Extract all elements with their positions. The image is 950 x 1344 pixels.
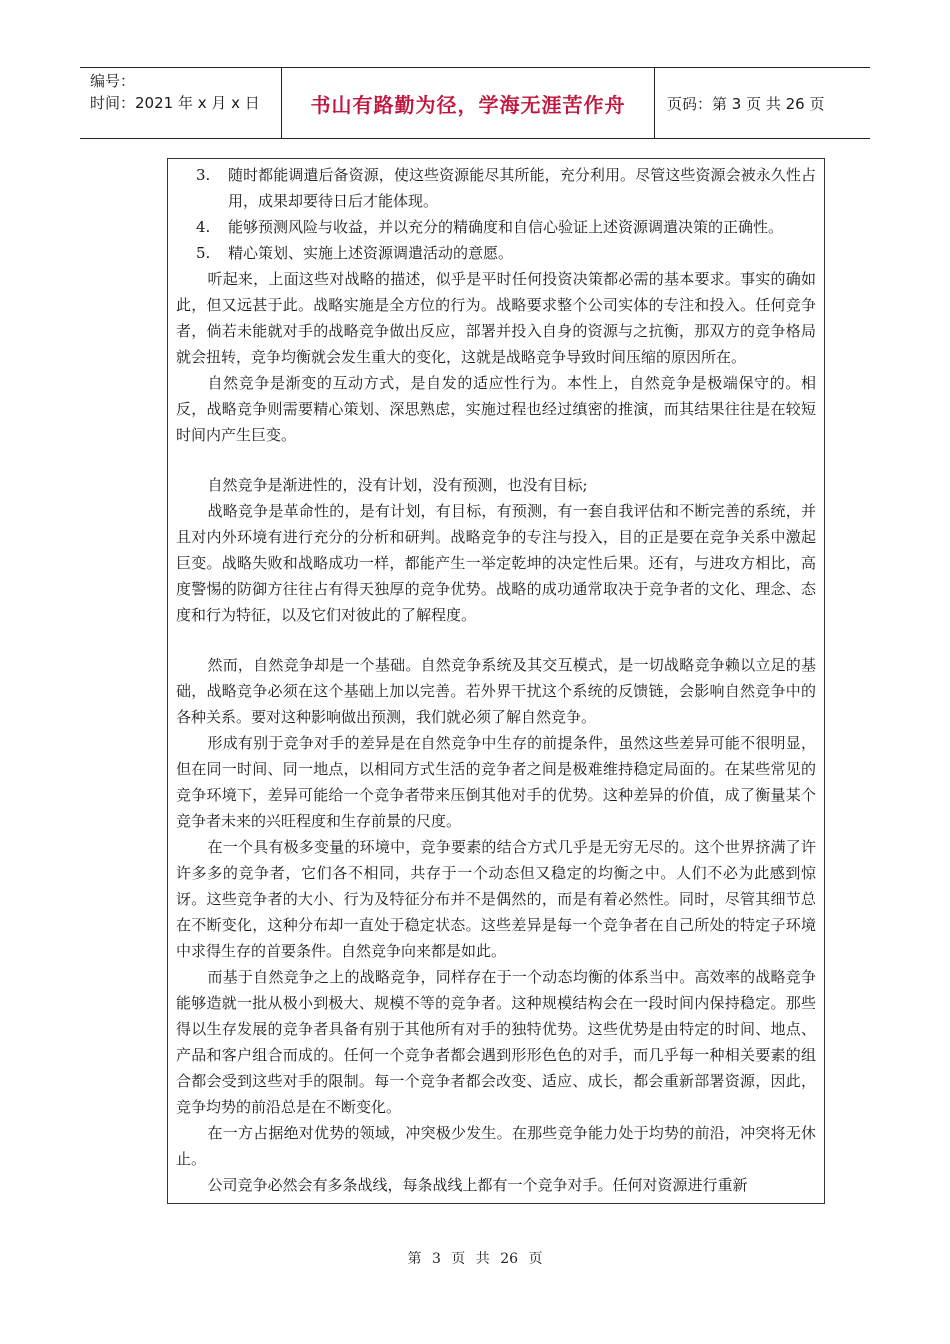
paragraph: 自然竞争是渐进性的，没有计划，没有预测，也没有目标; <box>207 476 588 494</box>
list-item <box>176 214 816 240</box>
list-number: 3. <box>196 166 211 184</box>
list-item <box>176 162 816 214</box>
paragraph: 然而，自然竞争却是一个基础。自然竞争系统及其交互模式，是一切战略竞争赖以立足的基础，战略竞争必须在这个基础上加以完善。若外界干扰这个系统的反馈链，会影响自然竞争中的各种关系。要对这种影响做出预测，我们就必须了解自然竞争。 <box>176 656 816 726</box>
paragraph: 听起来，上面这些对战略的描述，似乎是平时任何投资决策都必需的基本要求。事实的确如此，但又远甚于此。战略实施是全方位的行为。战略要求整个公司实体的专注和投入。任何竞争者，倘若未能就对手的战略竞争做出反应，部署并投入自身的资源与之抗衡，那双方的竞争格局就会扭转，竞争均衡就会发生重大的变化，这就是战略竞争导致时间压缩的原因所在。 <box>176 270 816 366</box>
paragraph: 公司竞争必然会有多条战线，每条战线上都有一个竞争对手。任何对资源进行重新 <box>207 1176 748 1194</box>
header-page-cell <box>655 68 870 138</box>
list-text: 能够预测风险与收益，并以充分的精确度和自信心验证上述资源调遣决策的正确性。 <box>228 218 784 236</box>
paragraph: 自然竞争是渐变的互动方式，是自发的适应性行为。本性上，自然竞争是极端保守的。相反，战略竞争则需要精心策划、深思熟虑，实施过程也经过缜密的推演，而其结果往往是在较短时间内产生巨变。 <box>176 374 816 444</box>
list-number: 4. <box>196 218 211 236</box>
paragraph: 在一方占据绝对优势的领域，冲突极少发生。在那些竞争能力处于均势的前沿，冲突将无休止。 <box>176 1124 816 1168</box>
header-meta <box>80 68 282 138</box>
page-header <box>80 67 870 139</box>
paragraph: 在一个具有极多变量的环境中，竞争要素的结合方式几乎是无穷无尽的。这个世界挤满了许许多多的竞争者，它们各不相同，共存于一个动态但又稳定的均衡之中。人们不必为此感到惊讶。这些竞争者的大小、行为及特征分布并不是偶然的，而是有着必然性。同时，尽管其细节总在不断变化，这种分布却一直处于稳定状态。这些差异是每一个竞争者在自己所处的特定子环境中求得生存的首要条件。自然竞争向来都是如此。 <box>176 838 816 960</box>
time-label: 时间：2021 年 x 月 x 日 <box>90 94 260 112</box>
motto: 书山有路勤为径，学海无涯苦作舟 <box>310 92 626 117</box>
spacer <box>176 448 816 472</box>
page-label: 页码：第 3 页 共 26 页 <box>667 94 825 113</box>
spacer <box>176 628 816 652</box>
page-footer: 第 3 页 共 26 页 <box>407 1251 543 1267</box>
body-text <box>168 159 824 1198</box>
content-frame <box>167 158 825 1204</box>
paragraph: 战略竞争是革命性的，是有计划，有目标，有预测，有一套自我评估和不断完善的系统，并且对内外环境有进行充分的分析和研判。战略竞争的专注与投入，目的正是要在竞争关系中激起巨变。战略失败和战略成功一样，都能产生一举定乾坤的决定性后果。还有，与进攻方相比，高度警惕的防御方往往占有得天独厚的竞争优势。战略的成功通常取决于竞争者的文化、理念、态度和行为特征，以及它们对彼此的了解程度。 <box>176 502 816 624</box>
list-number: 5. <box>196 244 211 262</box>
paragraph: 形成有别于竞争对手的差异是在自然竞争中生存的前提条件，虽然这些差异可能不很明显，但在同一时间、同一地点，以相同方式生活的竞争者之间是极难维持稳定局面的。在某些常见的竞争环境下，差异可能给一个竞争者带来压倒其他对手的优势。这种差异的价值，成了衡量某个竞争者未来的兴旺程度和生存前景的尺度。 <box>176 734 816 830</box>
list-text: 随时都能调遣后备资源，使这些资源能尽其所能，充分利用。尽管这些资源会被永久性占用，成果却要待日后才能体现。 <box>228 166 816 210</box>
list-item <box>176 240 816 266</box>
list-text: 精心策划、实施上述资源调遣活动的意愿。 <box>228 244 514 262</box>
header-motto-cell <box>282 68 655 138</box>
paragraph: 而基于自然竞争之上的战略竞争，同样存在于一个动态均衡的体系当中。高效率的战略竞争能够造就一批从极小到极大、规模不等的竞争者。这种规模结构会在一段时间内保持稳定。那些得以生存发展的竞争者具备有别于其他所有对手的独特优势。这些优势是由特定的时间、地点、产品和客户组合而成的。任何一个竞争者都会遇到形形色色的对手，而几乎每一种相关要素的组合都会受到这些对手的限制。每一个竞争者都会改变、适应、成长，都会重新部署资源，因此，竞争均势的前沿总是在不断变化。 <box>176 968 816 1116</box>
number-label: 编号： <box>90 72 136 90</box>
